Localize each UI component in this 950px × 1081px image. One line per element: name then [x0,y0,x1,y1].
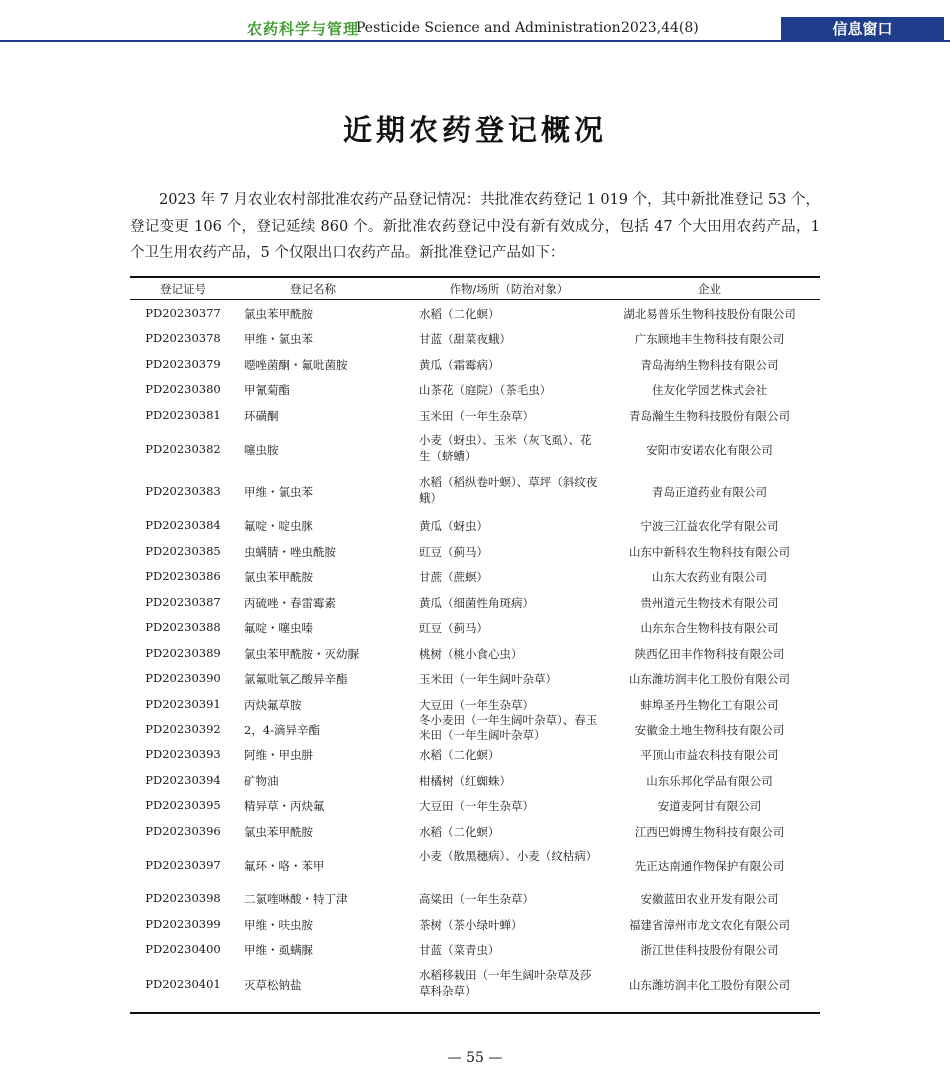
cell-reg-number: PD20230399 [145,916,221,931]
cell-company: 安阳市安诺农化有限公司 [646,442,773,457]
cell-reg-number: PD20230377 [145,305,221,320]
cell-reg-number: PD20230379 [145,356,221,371]
cell-product-name: 环磺酮 [244,408,279,423]
table-row [130,402,820,428]
issue-number: 2023,44(8) [621,20,699,36]
table-row [130,818,820,844]
table-row [130,615,820,641]
table-row [130,326,820,352]
table-row [130,564,820,590]
cell-crop-target: 水稻（二化螟） [419,824,500,839]
cell-reg-number: PD20230383 [145,484,221,498]
cell-reg-number: PD20230387 [145,594,221,609]
cell-product-name: 丙炔氟草胺 [244,697,302,712]
table-row [130,742,820,768]
cell-crop-target: 桃树（桃小食心虫） [419,646,523,661]
intro-text: 2023 年 7 月农业农村部批准农药产品登记情况：共批准农药登记 1 019 个，其中新批准登记 53 个，登记变更 106 个，登记延续 860 个。新批准农药登记中没有新有效成分，包括 47 个大田用农药产品，1 个卫生用农药产品，5 个仅限出口农药产品。新批准登记产品如下： [130,192,820,261]
cell-reg-number: PD20230397 [145,857,221,872]
cell-crop-target: 小麦（蚜虫）、玉米（灰飞虱）、花生（蛴螬） [419,432,592,463]
cell-product-name: 二氯喹啉酸・特丁津 [244,892,348,907]
cell-product-name: 矿物油 [244,773,279,788]
cell-company: 安徽蓝田农业开发有限公司 [640,892,779,907]
table-row [130,513,820,539]
article-title: 近期农药登记概况 [342,113,607,147]
cell-company: 山东大农药业有限公司 [652,570,767,585]
cell-reg-number: PD20230390 [145,671,221,686]
cell-company: 山东乐邦化学品有限公司 [646,773,773,788]
cell-crop-target: 甘蔗（蔗螟） [419,570,488,585]
cell-product-name: 甲维・虱螨脲 [244,943,313,958]
cell-crop-target: 豇豆（蓟马） [419,544,488,559]
table-row [130,844,820,886]
table-row [130,538,820,564]
cell-product-name: 氟环・咯・苯甲 [244,858,325,873]
cell-reg-number: PD20230381 [145,407,221,422]
cell-company: 贵州道元生物技术有限公司 [640,595,779,610]
cell-crop-target: 柑橘树（红蜘蛛） [419,773,511,788]
header-rule [0,40,950,42]
cell-crop-target: 茶树（茶小绿叶蝉） [419,917,523,932]
journal-logo-cn: 农药科学与管理 [247,20,360,38]
table-row [130,428,820,470]
cell-company: 山东潍坊润丰化工股份有限公司 [629,977,790,992]
cell-company: 山东东合生物科技有限公司 [640,621,779,636]
cell-company: 宁波三江益农化学有限公司 [640,519,779,534]
cell-company: 陕西亿田丰作物科技有限公司 [634,646,785,661]
cell-reg-number: PD20230391 [145,696,221,711]
cell-reg-number: PD20230396 [145,823,221,838]
cell-reg-number: PD20230395 [145,798,221,813]
cell-reg-number: PD20230385 [145,543,221,558]
cell-product-name: 噁唑菌酮・氟吡菌胺 [244,357,348,372]
table-row [130,470,820,513]
cell-crop-target: 黄瓜（霜霉病） [419,357,500,372]
cell-reg-number: PD20230382 [145,441,221,456]
cell-crop-target: 高粱田（一年生杂草） [419,892,534,907]
table-row [130,793,820,819]
table-header [130,277,820,299]
table-row [130,589,820,615]
cell-crop-target: 豇豆（蓟马） [419,621,488,636]
cell-crop-target: 冬小麦田（一年生阔叶杂草）、春玉米田（一年生阔叶杂草） [419,712,598,742]
cell-company: 广东顾地丰生物科技有限公司 [634,332,785,347]
cell-reg-number: PD20230392 [145,722,221,736]
cell-company: 青岛海纳生物科技有限公司 [640,357,779,372]
cell-crop-target: 大豆田（一年生杂草） [419,697,534,712]
cell-company: 先正达南通作物保护有限公司 [634,858,785,873]
header-cell-company: 企业 [698,282,721,296]
table-row [130,767,820,793]
cell-company: 山东潍坊润丰化工股份有限公司 [629,672,790,687]
table-row [130,712,820,742]
table-row [130,962,820,1005]
cell-company: 山东中新科农生物科技有限公司 [629,544,790,559]
cell-crop-target: 玉米田（一年生阔叶杂草） [419,672,557,687]
cell-reg-number: PD20230393 [145,747,221,762]
cell-product-name: 灭草松钠盐 [244,977,302,992]
journal-name-en: Pesticide Science and Administration [356,20,621,36]
cell-reg-number: PD20230398 [145,891,221,906]
page-header [0,17,950,41]
cell-reg-number: PD20230389 [145,645,221,660]
cell-reg-number: PD20230380 [145,382,221,397]
cell-product-name: 氟啶・噻虫嗪 [244,621,313,636]
cell-product-name: 氯虫苯甲酰胺 [244,824,313,839]
table-row [130,640,820,666]
table-body [130,300,820,1005]
cell-product-name: 甲维・呋虫胺 [244,917,313,932]
table-row [130,351,820,377]
table-row [130,937,820,963]
cell-company: 湖北易普乐生物科技股份有限公司 [623,306,796,321]
cell-reg-number: PD20230400 [145,942,221,957]
cell-company: 青岛正道药业有限公司 [652,485,767,499]
cell-crop-target: 甘蓝（菜青虫） [419,943,500,958]
cell-product-name: 2，4-滴异辛酯 [244,723,321,737]
header-cell-crop: 作物/场所（防治对象） [449,282,569,296]
cell-product-name: 氯虫苯甲酰胺・灭幼脲 [244,646,359,661]
cell-product-name: 氯虫苯甲酰胺 [244,570,313,585]
cell-company: 安徽金土地生物科技有限公司 [634,723,785,737]
table-row [130,666,820,692]
cell-crop-target: 山茶花（庭院）（茶毛虫） [419,383,552,398]
cell-crop-target: 水稻移栽田（一年生阔叶杂草及莎草科杂草） [419,967,592,998]
table-row [130,886,820,912]
cell-reg-number: PD20230394 [145,772,221,787]
cell-company: 安道麦阿甘有限公司 [657,799,762,814]
cell-crop-target: 大豆田（一年生杂草） [419,799,534,814]
table-bottom-rule [130,1012,820,1014]
cell-product-name: 虫螨腈・唑虫酰胺 [244,544,336,559]
cell-product-name: 阿维・甲虫肼 [244,748,313,763]
cell-crop-target: 小麦（散黑穗病）、小麦（纹枯病） [419,848,598,863]
cell-crop-target: 水稻（稻纵卷叶螟）、草坪（斜纹夜蛾） [419,475,598,505]
cell-product-name: 甲维・氯虫苯 [244,332,313,347]
cell-product-name: 甲氰菊酯 [244,383,290,398]
cell-product-name: 甲维・氯虫苯 [244,485,313,499]
page-number: — 55 — [447,1050,503,1066]
cell-company: 蚌埠圣丹生物化工有限公司 [640,697,779,712]
intro-paragraph [130,187,820,267]
table-row [130,377,820,403]
cell-company: 青岛瀚生生物科技股份有限公司 [629,408,790,423]
cell-crop-target: 黄瓜（蚜虫） [419,519,488,534]
cell-reg-number: PD20230386 [145,569,221,584]
cell-crop-target: 玉米田（一年生杂草） [419,408,534,423]
cell-product-name: 精异草・丙炔氟 [244,799,325,814]
cell-product-name: 丙硫唑・春雷霉素 [244,595,336,610]
cell-reg-number: PD20230388 [145,620,221,635]
cell-company: 江西巴姆博生物科技有限公司 [634,824,785,839]
cell-reg-number: PD20230384 [145,518,221,533]
cell-reg-number: PD20230401 [145,976,221,991]
cell-crop-target: 水稻（二化螟） [419,306,500,321]
cell-product-name: 氯虫苯甲酰胺 [244,306,313,321]
cell-crop-target: 黄瓜（细菌性角斑病） [419,595,534,610]
header-cell-id: 登记证号 [160,282,206,296]
cell-product-name: 氯氟吡氧乙酸异辛酯 [244,672,348,687]
cell-company: 浙江世佳科技股份有限公司 [640,943,779,958]
cell-crop-target: 甘蓝（甜菜夜蛾） [419,332,511,347]
cell-reg-number: PD20230378 [145,331,221,346]
cell-company: 住友化学园艺株式会社 [652,383,767,398]
table-row [130,911,820,937]
column-tab: 信息窗口 [781,17,944,41]
cell-product-name: 氟啶・啶虫脒 [244,519,313,534]
cell-company: 平顶山市益农科技有限公司 [640,748,779,763]
cell-company: 福建省漳州市龙文农化有限公司 [629,917,790,932]
header-cell-name: 登记名称 [290,282,336,296]
cell-crop-target: 水稻（二化螟） [419,748,500,763]
cell-product-name: 噻虫胺 [244,442,279,457]
table-row [130,300,820,326]
